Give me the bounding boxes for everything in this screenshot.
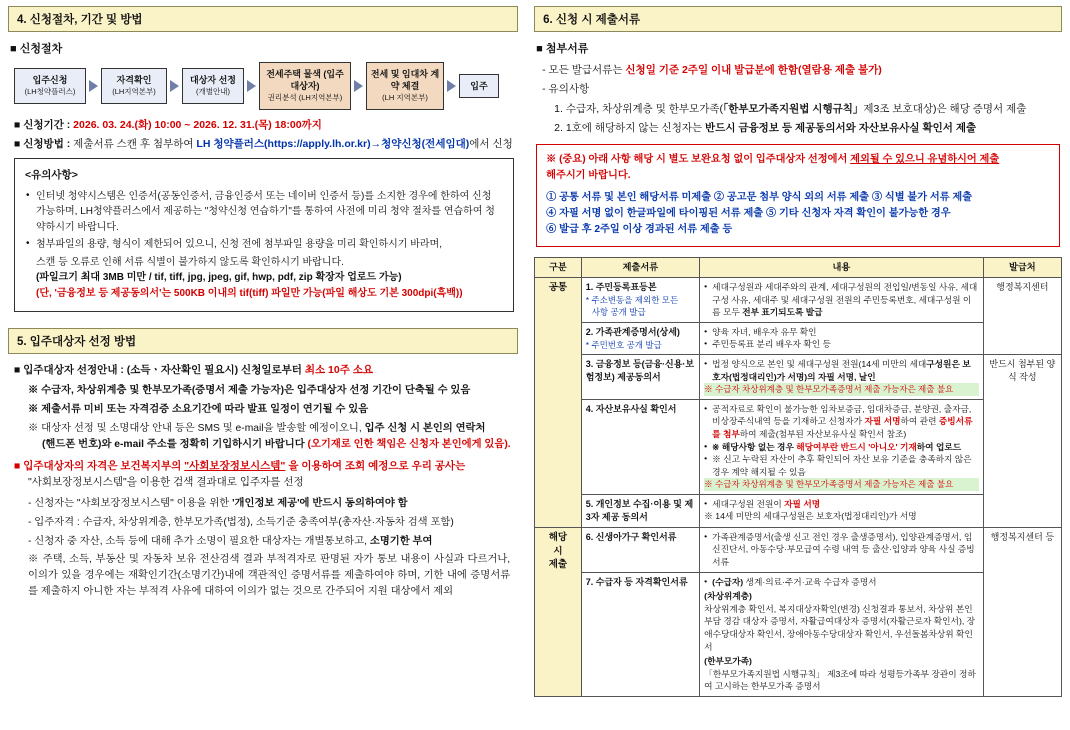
docs-sub-1-c: 제3조 보호대상)은 해당 증명서 제출 [863,102,1027,115]
col-document: 제출서류 [581,257,699,277]
selection-item-2-d3 [28,534,518,550]
warning-item-1: ① 공통 서류 및 본인 해당서류 미제출 ② 공고문 첨부 양식 외의 서류 제출 ③ 식별 불가 서류 제출 [546,191,973,203]
section-6-attachments-heading: ■ 첨부서류 [536,43,589,55]
application-period-label: ■ 신청기간 : [14,118,71,131]
doc-name-5: 5. 개인정보 수집·이용 및 제3자 제공 동의서 [581,494,699,527]
selection-item-1-sub3-b: 입주 신청 시 본인의 연락처 [364,423,486,435]
doc-content-4-line-2: • ※ 해당사항 없는 경우 해당여부란 반드시 '아니오' 기재하여 업로드 [704,441,979,454]
selection-item-2-d2: - 입주자격 : 수급자, 차상위계층, 한부모가족(법정), 소득기준 충족여부(총자산·자동차 검색 포함) [28,516,454,528]
docs-sub-2-a: 2. 1호에 해당하지 않는 신청자는 [554,121,703,134]
application-method-post: 에서 신청 [469,137,513,150]
application-method-label: ■ 신청방법 : [14,137,71,150]
left-column [8,6,528,730]
section-4-title: 4. 신청절차, 기간 및 방법 [8,6,518,32]
flow-step-3-sub: (개별안내) [196,87,230,97]
selection-item-1-sub3-d: (오기재로 인한 책임은 신청자 본인에게 있음). [307,439,511,451]
flow-step-1-sub: (LH청약플러스) [24,87,76,97]
application-period-line [14,118,518,134]
flow-step-2-main: 자격확인 [116,75,152,86]
selection-item-2-d1 [28,496,518,512]
col-issuer: 발급처 [983,257,1061,277]
doc-content-7-line-4: (한부모가족) [704,656,752,667]
notice-title: <유의사항> [25,169,78,182]
application-method-line [14,137,518,153]
doc-content-1 [700,277,984,322]
application-flow-diagram [14,62,518,110]
selection-item-2-d3-a: - 신청자 중 자산, 소득 등에 대해 추가 소명이 필요한 대상자는 개별통보하고, [28,535,368,547]
flow-step-5-main: 전세 및 임대차 계약 체결 [370,69,440,92]
doc-content-3-line-2: ※ 수급자 차상위계층 및 한부모가족증명서 제출 가능자은 제출 불요 [704,383,979,395]
doc-name-6: 6. 신생아가구 확인서류 [581,527,699,572]
doc-content-7 [700,572,984,696]
flow-step-5 [366,62,444,110]
doc-content-7-line-2: (차상위계층) [704,591,752,602]
warning-item-2: ④ 자필 서명 없이 한글파일에 타이핑된 서류 제출 ⑤ 기타 신청자 자격 확인이 불가능한 경우 [546,208,951,219]
arrow-icon [170,80,179,92]
selection-item-2-cont: "사회보장정보시스템"을 이용한 검색 결과대로 입주자를 선정 [28,476,304,489]
doc-content-4-line-1: • 공적자료로 확인이 불가능한 임차보증금, 임대차증금, 분양권, 출자금, 비상장주식내역 등을 기재하고 신청자가 자필 서명하여 관련 증빙서류를 첨부하여 제출(첨부된 자산보유사실 확인서 참조) [704,403,979,441]
table-row [535,355,1062,400]
doc-name-2-note: * 주민번호 공개 발급 [585,339,662,350]
selection-item-1-red: 최소 10주 소요 [304,364,374,377]
issuer-1: 행정복지센터 [983,277,1061,354]
arrow-icon [354,80,363,92]
warning-line-1-b: 제외될 수 있으니 유념하시어 제출 [850,154,1000,166]
flow-step-4-sub: 권리분석 (LH지역본부) [267,93,343,103]
doc-name-4: 4. 자산보유사실 확인서 [581,399,699,494]
notice-box [14,158,514,312]
table-header-row [535,257,1062,277]
selection-item-2-head-c: 을 이용하여 조회 예정으로 우리 공사는 [288,460,466,473]
selection-item-1-head: ■ 입주대상자 선정안내 : (소득ㆍ자산확인 필요시) 신청일로부터 [14,364,302,377]
section-6-title: 6. 신청 시 제출서류 [534,6,1062,32]
col-category: 구분 [535,257,582,277]
selection-item-2-head-a: ■ 입주대상자의 자격은 보건복지부의 [14,460,182,473]
flow-step-3 [182,68,244,104]
section-4-process-heading: ■ 신청절차 [10,43,63,55]
selection-item-1-sub1: ※ 수급자, 차상위계층 및 한부모가족(증명서 제출 가능자)은 입주대상자 선정 기간이 단축될 수 있음 [28,385,471,397]
flow-step-4-main: 전세주택 물색 (입주대상자) [266,69,344,92]
doc-name-1-title: 1. 주민등록표등본 [585,281,657,292]
flow-step-6-main: 입주 [470,80,488,91]
notice-item-1: • 인터넷 청약시스템은 인증서(공동인증서, 금융인증서 또는 네이버 인증서 등)를 소지한 경우에 한하여 신청 가능하며, LH청약플러스에서 제공하는 "청약신청 연습하기"를 통하여 사전에 미리 청약 절차를 연습하여 청약하시기 바랍니다. [25,189,503,236]
warning-line-1 [546,152,1050,168]
doc-content-7-line-1: • (수급자) 생계·의료·주거·교육 수급자 증명서 [704,576,979,589]
table-row [535,494,1062,527]
selection-item-1-sub3 [28,421,518,453]
notice-item-3: (파일크기 최대 3MB 미만 / tif, tiff, jpg, jpeg, gif, hwp, pdf, zip 확장자 업로드 가능) [36,272,402,284]
doc-content-5 [700,494,984,527]
doc-name-2-title: 2. 가족관계증명서(상세) [585,326,680,337]
flow-step-1 [14,68,86,104]
issuer-2: 반드시 첨부된 양식 작성 [983,355,1061,528]
submission-documents-table [534,257,1062,697]
selection-item-1-sub3-c: (핸드폰 번호)와 e-mail 주소를 정확히 기입하시기 바랍니다 [42,439,305,451]
selection-item-3: ※ 주택, 소득, 부동산 및 자동차 보유 전산검색 결과 부적격자로 판명된 자가 통보 내용이 사실과 다르거나, 이의가 있을 경우에는 재확인기간(소명기간)내에 객관적인 증명서류를 제출하여야 하며, 기한 내에 증명서류를 제출하지 아니한 자는 부적격 사유에 대하여 이의가 없는 것으로 간주되어 지원 대상에서 제외 [28,554,511,598]
selection-item-2 [14,458,518,491]
doc-content-1-line: • 세대구성원과 세대주와의 관계, 세대구성원의 전입일/변동일 사유, 세대구성 사유, 세대주 및 세대구성원 전원의 주민등록번호, 세대구성원 이름 모두 전부 표기되도록 발급 [704,281,979,319]
docs-line-1-pre: - 모든 발급서류는 [542,64,623,76]
col-content: 내용 [700,257,984,277]
doc-content-7-line-5: 「한부모가족지원법 시행규칙」 제3조에 따라 성평등가족부 장관이 정하여 고시하는 한부모가족 증명서 [704,668,976,692]
doc-content-6 [700,527,984,572]
right-column [528,6,1062,730]
notice-item-2: • 첨부파일의 용량, 형식이 제한되어 있으니, 신청 전에 첨부파일 용량을 미리 확인하시기 바라며, [25,237,503,253]
flow-step-1-main: 입주신청 [32,75,68,86]
table-row [535,399,1062,494]
doc-name-2 [581,322,699,354]
flow-step-2-sub: (LH지역본부) [112,87,156,97]
doc-content-2-line-1: • 양육 자녀, 배우자 유무 확인 [704,326,979,339]
flow-step-6 [459,74,499,98]
doc-name-1 [581,277,699,322]
arrow-icon [247,80,256,92]
doc-content-3-line-1: • 법정 양식으로 본인 및 세대구성원 전원(14세 미만의 세대구성원은 보호자(법정대리인)가 서명)의 자필 서명, 날인 [704,358,979,383]
category-common: 공통 [535,277,582,527]
table-row [535,277,1062,322]
doc-content-7-line-3: 차상위계층 확인서, 복지대상자확인(변경) 신청결과 통보서, 차상위 본인부담 경감 대상자 증명서, 자활급여대상자 증명서(자활근로자 확인서), 장애수당대상자 확인서, 장애아동수당대상자 확인서, 우선돌봄차상위 확인서 [704,603,976,652]
issuer-3: 행정복지센터 등 [983,527,1061,696]
notice-item-4: (단, '금융정보 등 제공동의서'는 500KB 이내의 tif(tiff) 파일만 가능(파일 해상도 기본 300dpi(흑백)) [36,287,463,299]
docs-sub-1-a: 1. 수급자, 차상위계층 및 한부모가족( [554,102,723,115]
category-conditional: 해당 시 제출 [535,527,582,696]
selection-item-1-sub3-line2 [42,437,518,453]
doc-name-7: 7. 수급자 등 자격확인서류 [581,572,699,696]
docs-sub-2-b: 반드시 금융정보 등 제공동의서와 자산보유사실 확인서 제출 [705,121,977,134]
warning-item-3: ⑥ 발급 후 2주일 이상 경과된 서류 제출 등 [546,224,733,236]
selection-item-1-sub3-a: ※ 대상자 선정 및 소명대상 안내 등은 SMS 및 e-mail을 발송할 예정이오니, [28,423,362,435]
flow-step-3-main: 대상자 선정 [190,75,236,86]
arrow-icon [447,80,456,92]
warning-line-1-a: ※ (중요) 아래 사항 해당 시 별도 보완요청 없이 입주대상자 선정에서 [546,154,848,166]
application-method-link[interactable]: LH 청약플러스(https://apply.lh.or.kr)→청약신청(전세임대) [196,137,470,150]
warning-line-1-c: 해주시기 바랍니다. [546,170,631,182]
flow-step-4 [259,62,351,110]
doc-content-5-line-2: ※ 14세 미만의 세대구성원은 보호자(법정대리인)가 서명 [704,511,917,522]
table-row [535,322,1062,354]
application-period-value: 2026. 03. 24.(화) 10:00 ~ 2026. 12. 31.(목) 18:00까지 [73,118,322,131]
flow-step-5-sub: (LH 지역본부) [382,93,428,103]
selection-item-2-d1-a: - 신청자는 "사회보장정보시스템" 이용을 위한 [28,497,230,509]
selection-item-1 [14,362,518,378]
doc-content-5-line-1: • 세대구성원 전원이 자필 서명 [704,498,979,511]
selection-item-1-sub2: ※ 제출서류 미비 또는 자격검증 소요기간에 따라 발표 일정이 연기될 수 있음 [28,404,369,416]
doc-content-3 [700,355,984,400]
doc-content-4-line-4: ※ 수급자 차상위계층 및 한부모가족증명서 제출 가능자은 제출 불요 [704,478,979,490]
doc-name-1-note-2: 사항 공개 발급 [591,307,646,318]
notice-item-2-cont: 스캔 등 오류로 인해 서류 식별이 불가하지 않도록 확인하시기 바랍니다. [36,256,344,268]
flow-step-2 [101,68,167,104]
application-method-pre: 제출서류 스캔 후 첨부하여 [73,137,194,150]
selection-item-2-head-b: "사회보장정보시스템" [184,460,286,473]
doc-content-2-line-2: • 주민등록표 분리 배우자 확인 등 [704,338,979,351]
important-warning-box [536,144,1060,247]
section-5-title: 5. 입주대상자 선정 방법 [8,328,518,354]
docs-sub-2 [554,120,1062,136]
docs-line-1 [542,62,1062,78]
doc-name-1-note-1: * 주소변동을 제외한 모든 [585,295,679,306]
doc-content-6-line-1: • 가족관계증명서(출생 신고 전인 경우 출생증명서), 입양관계증명서, 임신진단서, 아동수당·부모급여 수령 내역 등 출산·입양과 양육 사실 증빙 서류 [704,531,979,569]
selection-item-2-d3-b: 소명기한 부여 [369,535,433,547]
selection-item-2-d1-b: '개인정보 제공'에 반드시 동의하여야 함 [232,497,408,509]
table-row [535,527,1062,572]
doc-content-4 [700,399,984,494]
docs-sub-1 [554,101,1062,117]
doc-content-4-line-3: • ※ 신고 누락된 자산이 추후 확인되어 자산 보유 기준을 충족하지 않은 경우 계약 해지될 수 있음 [704,453,979,478]
docs-sub-1-b: 「한부모가족지원법 시행규칙」 [722,102,864,115]
docs-line-2: - 유의사항 [542,83,590,96]
table-row [535,572,1062,696]
doc-name-3: 3. 금융정보 등(금융·신용·보험정보) 제공동의서 [581,355,699,400]
arrow-icon [89,80,98,92]
doc-content-2 [700,322,984,354]
docs-line-1-red: 신청일 기준 2주일 이내 발급분에 한함(열람용 제출 불가) [625,64,882,76]
